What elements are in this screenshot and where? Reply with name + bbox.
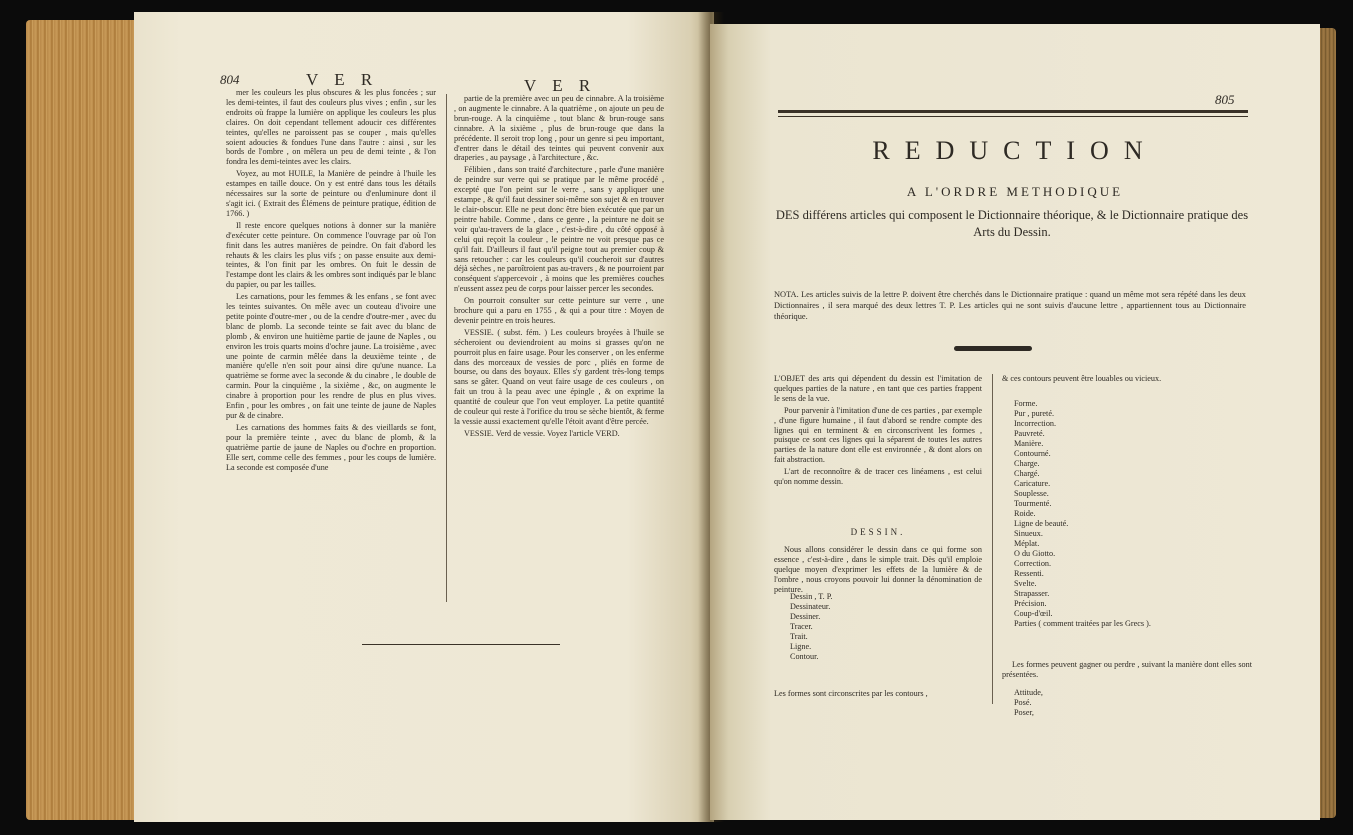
list-item: Parties ( comment traitées par les Grecs ). [1014,619,1151,628]
term-list-3 [1014,688,1043,718]
list-item: Tracer. [790,622,813,631]
nota-text: NOTA. Les articles suivis de la lettre P. doivent être cherchés dans le Dictionnaire pratique : quand un même mot sera répété dans les deux Dictionnaires , il sera marqué des deux lettres T. P. Les articles qui ne sont suivis d'aucune lettre , appartiennent tous au Dictionnaire théorique. [774,290,1246,321]
paragraph: VESSIE. Verd de vessie. Voyez l'article VERD. [464,428,620,438]
page-title: REDUCTION [872,136,1158,165]
term-list-1 [790,592,832,662]
term-list-2 [1014,399,1151,629]
list-item: Incorrection. [1014,419,1057,428]
list-item: Attitude, [1014,688,1043,697]
paragraph: mer les couleurs les plus obscures & les plus foncées ; sur les demi-teintes, il faut des couleurs plus vives ; enfin , sur les endroits où frappe la lumière on applique les couleurs les plus claires. On doit cependant tellement adoucir ces différentes teintes, qu'elles ne paroissent pas se couper , mais qu'elles soient adoucies & fondues l'une dans l'autre : ainsi , sur les bords de l'ombre , on mêlera un peu de demi teinte , & l'on fondra les demi-teintes avec les clairs. [226,88,436,167]
list-item: Ligne de beauté. [1014,519,1069,528]
list-item: Tourmenté. [1014,499,1052,508]
intro-text: DES différens articles qui composent le Dictionnaire théorique, & le Dictionnaire pratique des Arts du Dessin. [775,208,1249,239]
list-item: Dessiner. [790,612,821,621]
list-item: Correction. [1014,559,1052,568]
left-running-head-2: V E R [524,76,597,95]
list-item: Dessinateur. [790,602,831,611]
list-item: Coup-d'œil. [1014,609,1053,618]
right-page [710,24,1320,820]
list-item: Strapasser. [1014,589,1050,598]
double-rule-top [778,110,1248,113]
column-divider [992,374,993,704]
list-item: Manière. [1014,439,1044,448]
paragraph: Félibien , dans son traité d'architecture , parle d'une manière de peindre sur verre qui se pratique par le même procédé , excepté que l'on peint sur le verre , sans y appliquer une estampe , & qu'il faut dessiner soi-même son sujet & en trouver le clair-obscur. Elle ne peut donc être bien exécutée que par un peintre habile. Comme , dans ce genre , la peinture ne doit se voir qu'au-travers de la glace , c'est-à-dire , du côté opposé à celui qui reçoit la couleur , le peintre ne voit presque pas ce qu'il fait. D'ailleurs il faut qu'il peigne tout au premier coup & sans retoucher : car les couleurs qu'il coucheroit sur d'autres déjà sèches , ne paroîtroient pas au-travers , & ne pourroient par conséquent s'appercevoir , à moins que les premières couches n'eussent assez peu de corps pour laisser percer les secondes. [454,165,664,294]
left-page [134,12,714,822]
list-item: Poser, [1014,708,1034,717]
list-item: Ligne. [790,642,812,651]
right-column-1 [774,374,982,487]
left-page-number: 804 [220,72,240,87]
list-item: Sinueux. [1014,529,1043,538]
paragraph: Voyez, au mot HUILE, la Manière de peindre à l'huile les estampes en taille douce. On y est entré dans tous les détails nécessaires sur la sorte de peinture ou d'enluminure dont il s'agit ici. ( Extrait des Élémens de peinture pratique, édition de 1766. ) [226,169,436,218]
list-item: Posé. [1014,698,1032,707]
column-divider [446,94,447,602]
double-rule-bottom [778,116,1248,117]
end-rule [362,644,560,645]
list-item: Ressenti. [1014,569,1044,578]
left-column-1 [226,88,436,472]
right-page-number: 805 [1215,92,1235,107]
list-item: Roide. [1014,509,1036,518]
list-item: Svelte. [1014,579,1037,588]
paragraph: VESSIE. ( subst. fém. ) Les couleurs broyées à l'huile se sécheroient ou deviendroient au moins si grasses qu'on ne pourroit plus en faire usage. Pour les conserver , on les enferme dans des morceaux de vessies de porc , pliés en forme de bourse, ou dans des boyaux. Elles s'y gardent très-long temps sans se gâter. Quand on veut faire usage de ces couleurs , on fait un trou à la peau avec une épingle , & on exprime la quantité de couleur que l'on veut employer. La petite quantité de couleur qui reste à l'orifice du trou se sèche bientôt, & ferme la vessie aussi exactement qu'elle l'étoit avant d'être percée. [454,327,664,426]
paragraph: L'art de reconnoître & de tracer ces linéamens , est celui qu'on nomme dessin. [774,467,982,487]
list-item: Dessin , T. P. [790,592,833,601]
list-item: Caricature. [1014,479,1051,488]
paragraph: Il reste encore quelques notions à donner sur la manière d'exécuter cette peinture. On commence l'ouvrage par où l'on finit dans les autres manières de peindre. On fait d'abord les rehauts & les clairs les plus vifs ; on passe ensuite aux demi-teintes, & l'on finit par les ombres. On fuit le dessin de l'estampe dont les clairs & les ombres sont indiqués par le blanc du papier, ou par les tailles. [226,220,436,290]
left-column-2 [454,94,664,439]
paragraph: L'OBJET des arts qui dépendent du dessin est l'imitation de quelques parties de la nature , en tant que ces parties frappent le sens de la vue. [774,374,982,403]
list-item: Pur , pureté. [1014,409,1055,418]
section-heading-dessin: DESSIN. [850,527,906,537]
paragraph-dessin: Nous allons considérer le dessin dans ce qui forme son essence , c'est-à-dire , dans le simple trait. Dès qu'il emploie quelque moyen d'exprimer les effets de la lumière & de l'ombre , nous croyons pouvoir lui donner la dénomination de peinture. [774,545,982,594]
list-item: Méplat. [1014,539,1040,548]
right-column-2-intro: & ces contours peuvent être louables ou vicieux. [1002,374,1162,383]
list-item: Chargé. [1014,469,1040,478]
page-subtitle: A L'ORDRE METHODIQUE [906,184,1124,199]
list-item: Contourné. [1014,449,1051,458]
list-item: O du Giotto. [1014,549,1056,558]
paragraph: Les carnations des hommes faits & des vieillards se font, pour la première teinte , avec du blanc de plomb, & la quatrième partie de jaune de Naples ou d'ochre en proportion. Elle sert, comme celle des femmes , pour les coups de lumière. La seconde est composée d'une [226,422,436,472]
list-item: Pauvreté. [1014,429,1045,438]
paragraph-formes: Les formes peuvent gagner ou perdre , suivant la manière dont elles sont présentées. [1002,660,1252,679]
open-book [18,8,1336,826]
list-item: Trait. [790,632,808,641]
paragraph: On pourroit consulter sur cette peinture sur verre , une brochure qui a paru en 1755 , & qui a pour titre : Moyen de devenir peintre en trois heures. [454,296,664,325]
paragraph: Pour parvenir à l'imitation d'une de ces parties , par exemple , d'une figure humaine , il faut d'abord se rendre compte des lignes qui en terminent & en circonscrivent les formes , puisque ce sont ces lignes qui la séparent de toutes les autres parties de la nature dont elle est environnée , & dont alors on fait abstraction. [774,405,982,465]
list-item: Forme. [1014,399,1038,408]
paragraph: partie de la première avec un peu de cinnabre. A la troisième , on augmente le cinnabre. A la quatrième , on ajoute un peu de brun-rouge. A la cinquième , tout blanc & brun-rouge sans cinnabre. A la sixième , plus de brun-rouge que dans la précédente. Il seroit trop long , pour un genre si peu important, d'entrer dans le détail des teintes qui peuvent convenir aux draperies , au paysage , à l'architecture , &c. [454,94,664,163]
ornament-rule [954,346,1032,351]
paragraph: Les carnations, pour les femmes & les enfans , se font avec les teintes suivantes. On mêle avec un couteau d'ivoire une petite pointe d'outre-mer , ou de la cendre d'outre-mer , avec du blanc de plomb. La seconde teinte se fait avec du blanc de plomb , & environ une huitième partie de jaune de Naples , ou environ les trois quarts moins d'ochre jaune. La troisième , avec une pointe de carmin mêlée dans la deuxième teinte , de manière qu'elle n'en soit pour ainsi dire qu'une nuance. La quatrième se forme avec la seconde & du cinabre , le double de carmin. Pour la cinquième , la sixième , &c, on augmente le cinabre à proportion pour les rendre de plus en plus vives. Enfin , pour les ombres , on fait une teinte de jaune de Naples pur & de cinabre. [226,292,436,420]
list-item: Souplesse. [1014,489,1049,498]
list-item: Charge. [1014,459,1040,468]
list-item: Précision. [1014,599,1047,608]
left-running-head-1: V E R [306,70,379,89]
list-item: Contour. [790,652,819,661]
paragraph-contours: Les formes sont circonscrites par les contours , [774,689,928,698]
